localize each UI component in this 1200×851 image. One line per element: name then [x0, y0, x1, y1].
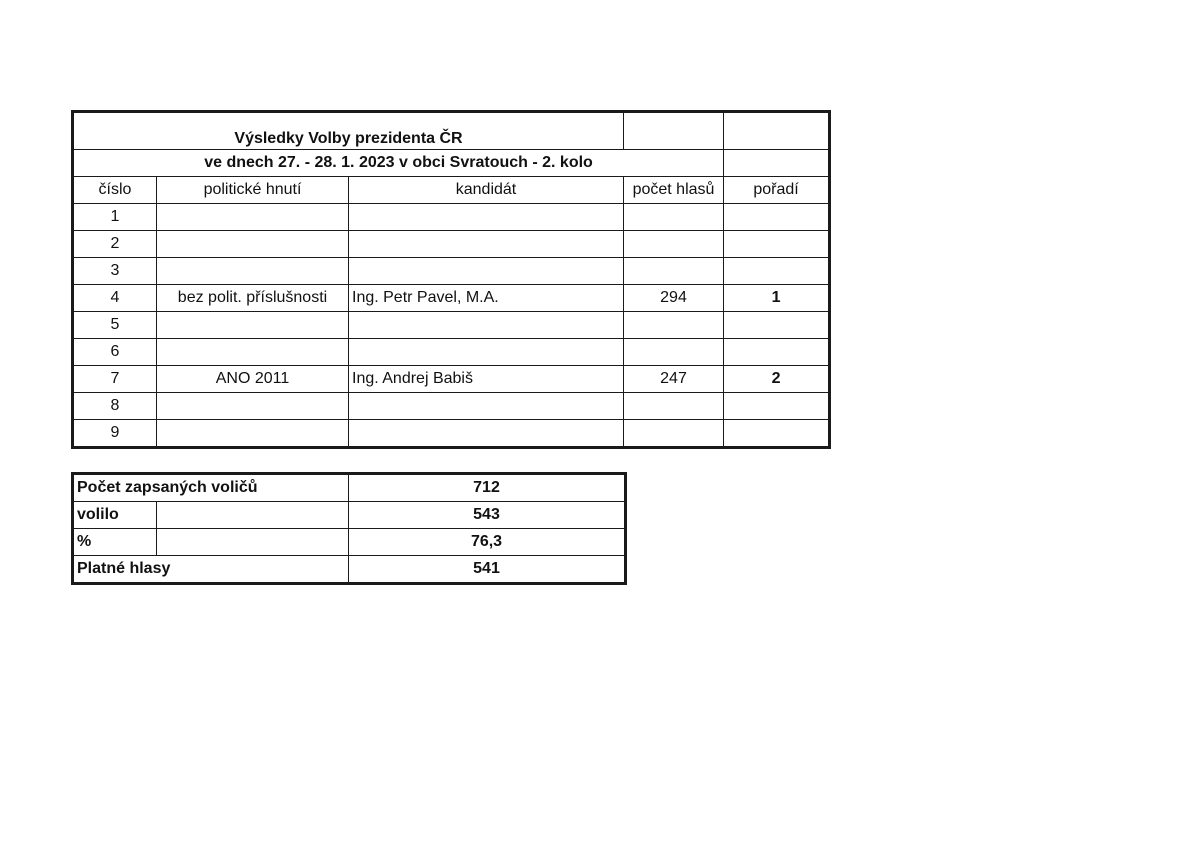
row-rank: 1: [724, 285, 830, 312]
row-party: [157, 420, 349, 448]
row-number: 7: [73, 366, 157, 393]
table-title-row: [73, 112, 830, 150]
row-number: 1: [73, 204, 157, 231]
header-number: číslo: [73, 177, 157, 204]
row-candidate: [349, 339, 624, 366]
voted-label: volilo: [73, 502, 157, 529]
row-rank: [724, 420, 830, 448]
row-party: bez polit. příslušnosti: [157, 285, 349, 312]
row-votes: [624, 339, 724, 366]
row-party: [157, 393, 349, 420]
row-rank: [724, 231, 830, 258]
row-party: [157, 258, 349, 285]
header-party: politické hnutí: [157, 177, 349, 204]
percent-value: 76,3: [349, 529, 626, 556]
row-candidate: Ing. Petr Pavel, M.A.: [349, 285, 624, 312]
table-subtitle: ve dnech 27. - 28. 1. 2023 v obci Svratouch - 2. kolo: [73, 150, 724, 177]
row-party: [157, 204, 349, 231]
table-row: [73, 285, 830, 312]
row-number: 5: [73, 312, 157, 339]
table-title: Výsledky Volby prezidenta ČR: [73, 112, 624, 150]
row-number: 9: [73, 420, 157, 448]
summary-row-percent: [73, 529, 626, 556]
row-rank: [724, 339, 830, 366]
table-row: [73, 231, 830, 258]
table-row: [73, 312, 830, 339]
table-row: [73, 393, 830, 420]
row-rank: 2: [724, 366, 830, 393]
row-rank: [724, 258, 830, 285]
summary-row-voted: [73, 502, 626, 529]
header-candidate: kandidát: [349, 177, 624, 204]
row-rank: [724, 204, 830, 231]
percent-label: %: [73, 529, 157, 556]
row-number: 8: [73, 393, 157, 420]
row-candidate: [349, 393, 624, 420]
summary-row-valid: [73, 556, 626, 584]
table-row: [73, 420, 830, 448]
row-votes: [624, 231, 724, 258]
table-row: [73, 339, 830, 366]
row-votes: [624, 393, 724, 420]
row-number: 4: [73, 285, 157, 312]
summary-row-registered: [73, 474, 626, 502]
row-candidate: [349, 258, 624, 285]
row-votes: [624, 204, 724, 231]
table-row: [73, 366, 830, 393]
voted-empty-cell: [157, 502, 349, 529]
table-subtitle-row: [73, 150, 830, 177]
registered-voters-label: Počet zapsaných voličů: [73, 474, 349, 502]
row-candidate: [349, 420, 624, 448]
row-rank: [724, 312, 830, 339]
row-number: 3: [73, 258, 157, 285]
header-votes: počet hlasů: [624, 177, 724, 204]
table-header-row: [73, 177, 830, 204]
row-candidate: [349, 204, 624, 231]
row-candidate: Ing. Andrej Babiš: [349, 366, 624, 393]
row-candidate: [349, 231, 624, 258]
turnout-summary-table: [71, 472, 627, 585]
row-number: 2: [73, 231, 157, 258]
election-results-table: [71, 110, 831, 449]
percent-empty-cell: [157, 529, 349, 556]
row-votes: [624, 258, 724, 285]
table-row: [73, 258, 830, 285]
row-rank: [724, 393, 830, 420]
row-votes: 294: [624, 285, 724, 312]
row-votes: [624, 312, 724, 339]
row-number: 6: [73, 339, 157, 366]
voted-value: 543: [349, 502, 626, 529]
row-party: [157, 312, 349, 339]
table-row: [73, 204, 830, 231]
row-party: [157, 339, 349, 366]
title-empty-cell: [624, 112, 724, 150]
row-votes: [624, 420, 724, 448]
title-empty-cell: [724, 112, 830, 150]
subtitle-empty-cell: [724, 150, 830, 177]
row-party: [157, 231, 349, 258]
valid-votes-label: Platné hlasy: [73, 556, 349, 584]
row-candidate: [349, 312, 624, 339]
row-party: ANO 2011: [157, 366, 349, 393]
row-votes: 247: [624, 366, 724, 393]
header-rank: pořadí: [724, 177, 830, 204]
valid-votes-value: 541: [349, 556, 626, 584]
registered-voters-value: 712: [349, 474, 626, 502]
